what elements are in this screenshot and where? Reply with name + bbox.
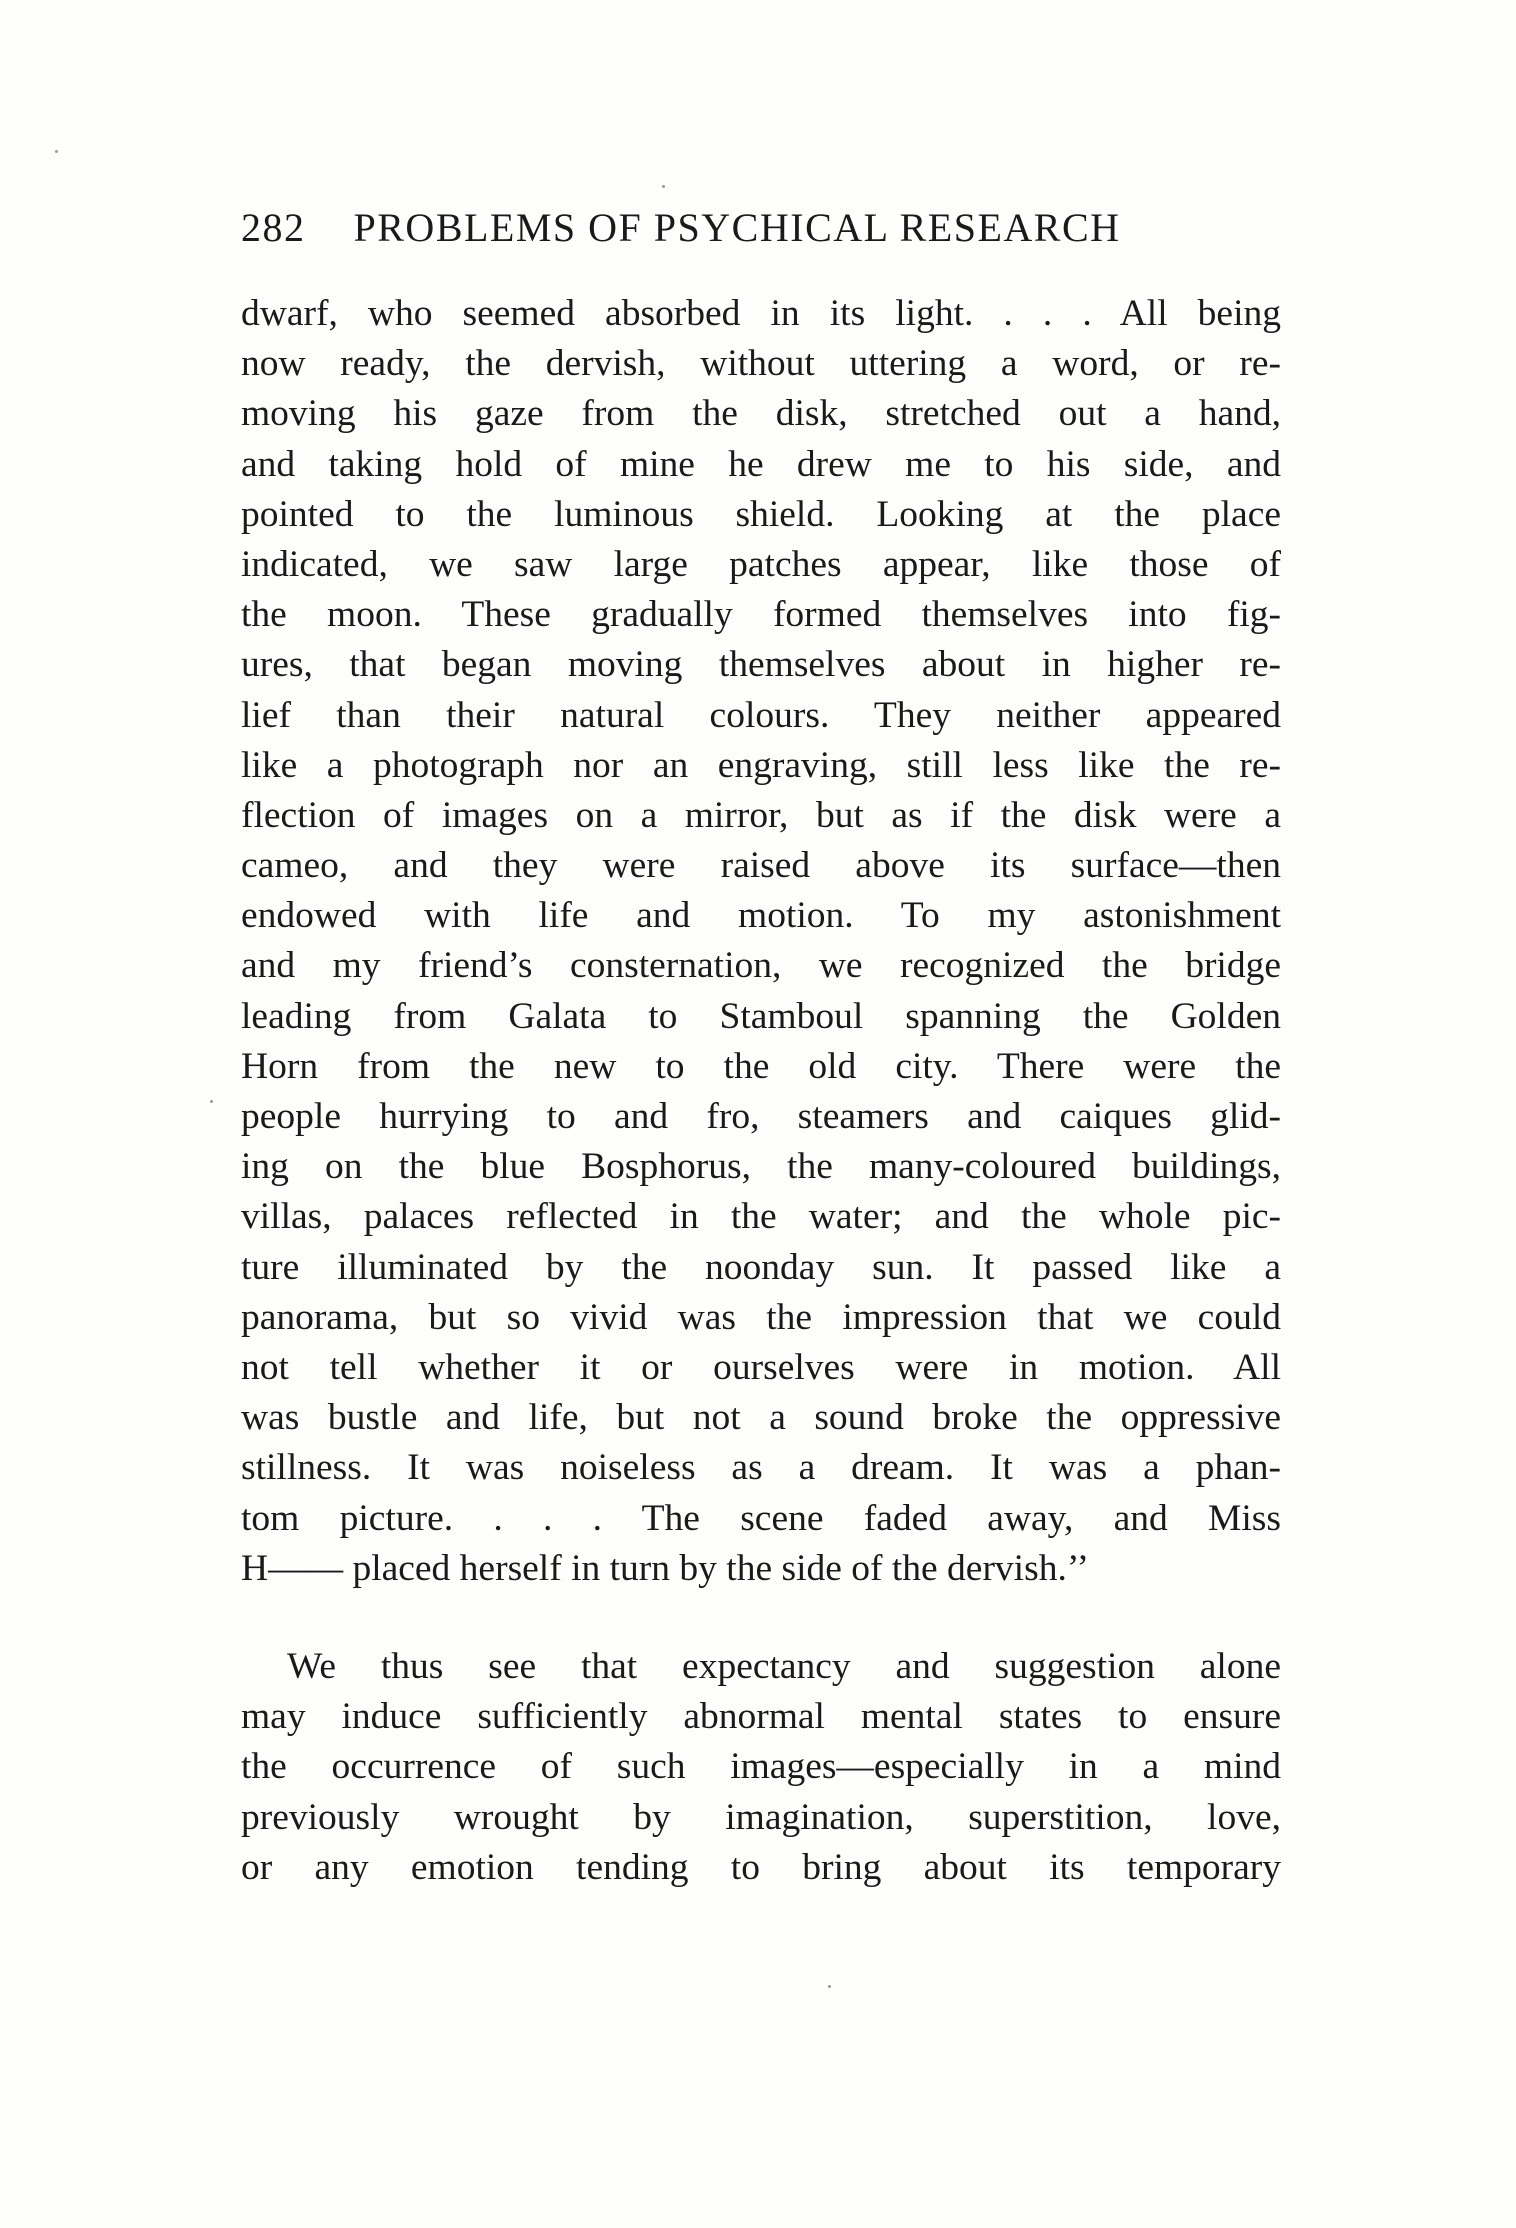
text-line: ures, that began moving themselves about in higher re- [241, 644, 1281, 686]
text-line: not tell whether it or ourselves were in motion. All [241, 1346, 1281, 1388]
text-line: We thus see that expectancy and suggestion alone [287, 1646, 1281, 1687]
text-line: now ready, the dervish, without uttering a word, or re- [241, 343, 1281, 385]
text-line: tom picture. . . . The scene faded away, and Miss [241, 1497, 1281, 1539]
text-line: moving his gaze from the disk, stretched out a hand, [241, 393, 1281, 435]
text-line: panorama, but so vivid was the impression that we could [241, 1296, 1281, 1338]
text-line: dwarf, who seemed absorbed in its light. . . . All being [241, 293, 1281, 334]
paper-speck [662, 185, 665, 188]
text-line: previously wrought by imagination, superstition, love, [241, 1796, 1281, 1838]
text-line: H—— placed herself in turn by the side of the dervish.’’ [241, 1547, 1090, 1589]
text-line: was bustle and life, but not a sound broke the oppressive [241, 1397, 1281, 1439]
text-line: ture illuminated by the noonday sun. It passed like a [241, 1246, 1281, 1288]
text-line: pointed to the luminous shield. Looking at the place [241, 493, 1281, 535]
text-line: ing on the blue Bosphorus, the many-coloured buildings, [241, 1146, 1281, 1188]
text-line: people hurrying to and fro, steamers and caiques glid- [241, 1096, 1281, 1137]
paragraph-commentary [241, 1642, 1281, 1893]
text-line: flection of images on a mirror, but as if the disk were a [241, 794, 1281, 836]
page-number: 282 [241, 205, 306, 250]
running-head [241, 203, 1281, 253]
text-line: the moon. These gradually formed themselves into fig- [241, 594, 1281, 636]
text-line: and my friend’s consternation, we recognized the bridge [241, 945, 1281, 987]
text-line: lief than their natural colours. They neither appeared [241, 694, 1281, 736]
text-line: may induce sufficiently abnormal mental states to ensure [241, 1696, 1281, 1738]
paper-speck [828, 1985, 831, 1988]
text-line: and taking hold of mine he drew me to his side, and [241, 443, 1281, 485]
running-head-title: PROBLEMS OF PSYCHICAL RESEARCH [353, 205, 1121, 250]
paper-speck [55, 150, 58, 153]
text-line: Horn from the new to the old city. There were the [241, 1045, 1281, 1087]
text-line: cameo, and they were raised above its surface—then [241, 845, 1281, 887]
paper-speck [210, 1100, 213, 1103]
text-line: the occurrence of such images—especially in a mind [241, 1746, 1281, 1788]
text-line: leading from Galata to Stamboul spanning the Golden [241, 995, 1281, 1037]
text-line: indicated, we saw large patches appear, like those of [241, 543, 1281, 585]
text-line: like a photograph nor an engraving, still less like the re- [241, 744, 1281, 786]
text-line: or any emotion tending to bring about its temporary [241, 1846, 1281, 1888]
text-line: endowed with life and motion. To my astonishment [241, 895, 1281, 937]
paragraph-quotation-continued [241, 289, 1281, 1594]
text-line: villas, palaces reflected in the water; and the whole pic- [241, 1196, 1281, 1238]
text-line: stillness. It was noiseless as a dream. It was a phan- [241, 1447, 1281, 1489]
